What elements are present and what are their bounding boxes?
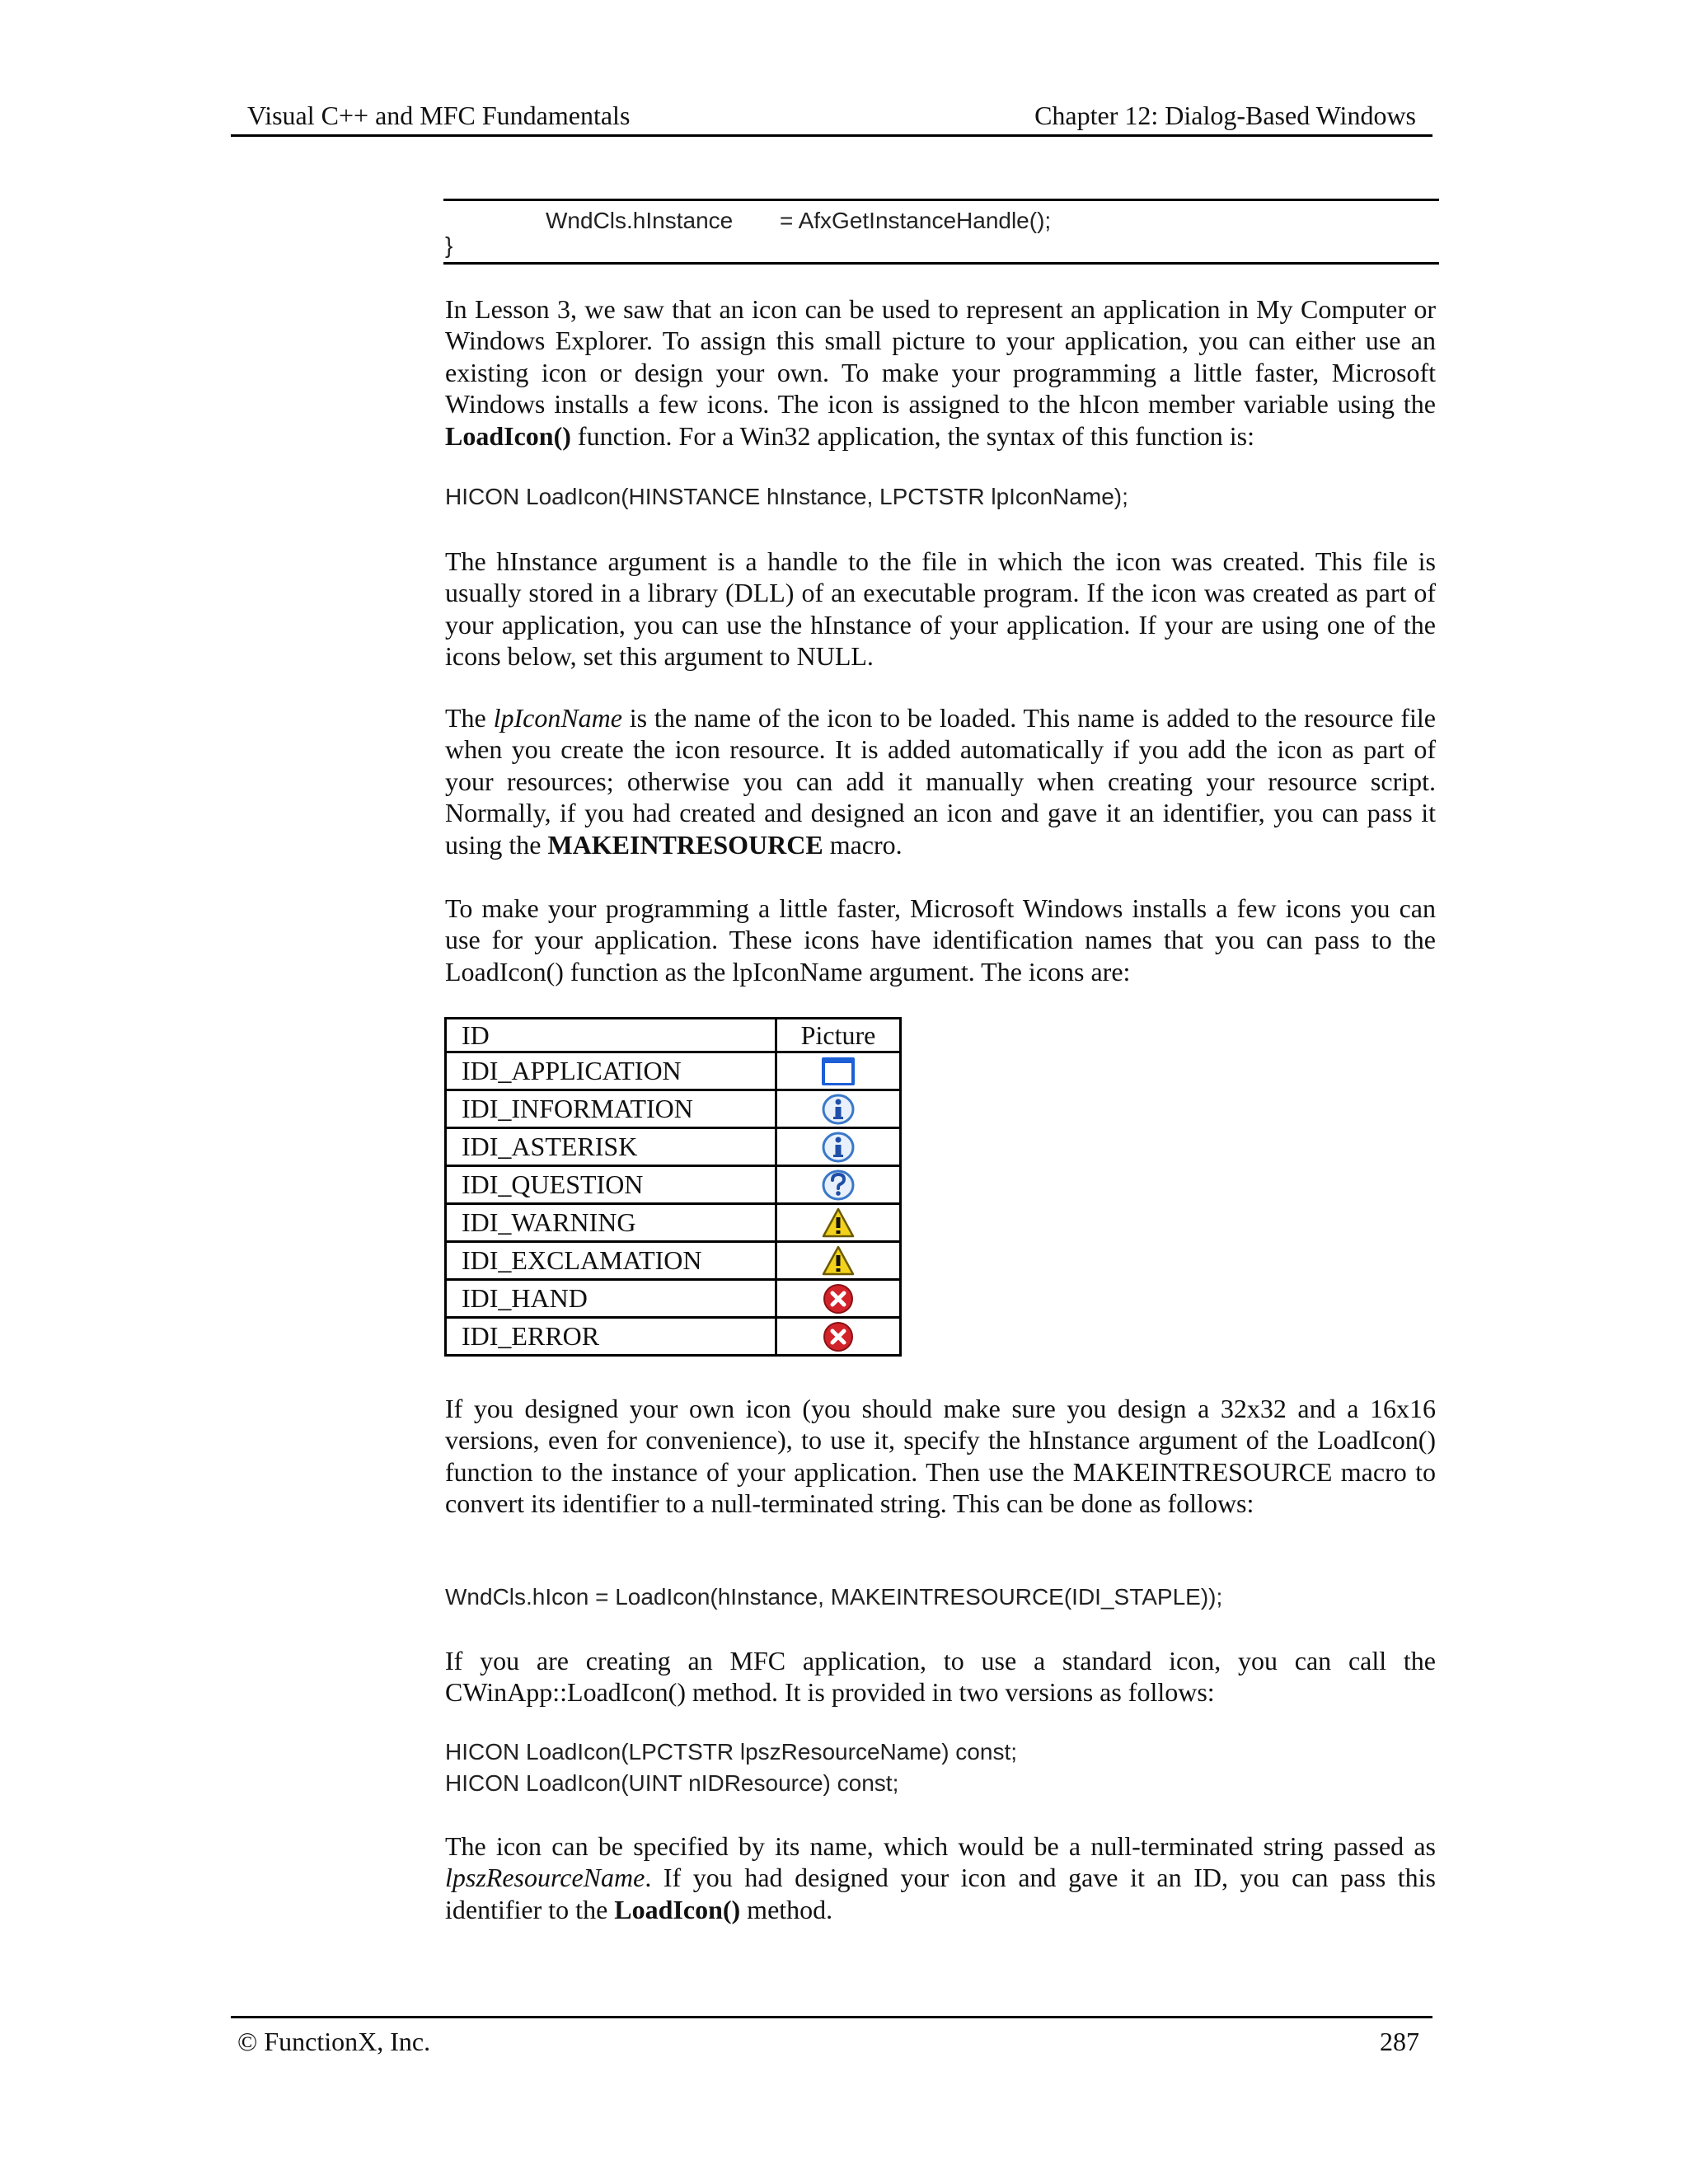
warning-icon (821, 1207, 856, 1240)
running-header (231, 100, 1432, 137)
question-icon (821, 1169, 856, 1202)
code-line-assignment: = AfxGetInstanceHandle(); (780, 208, 1052, 233)
page-footer (231, 2016, 1432, 2056)
code-line-closing-brace: } (445, 232, 453, 258)
paragraph: The icon can be specified by its name, which would be a null-terminated string passed as lpszResourceName. If you had designed your icon and gave it an ID, you can pass this identifier to the LoadIcon() method. (445, 1831, 1436, 1924)
italic-term: lpIconName (493, 703, 622, 733)
table-row (446, 1318, 901, 1356)
code-block-top (443, 199, 1439, 265)
table-header-id: ID (446, 1019, 776, 1052)
paragraph: In Lesson 3, we saw that an icon can be used to represent an application in My Computer or Windows Explorer. To assign this small picture to your application, you can either use an existing icon or design your own. To make your programming a little faster, Microsoft Windows installs a few icons. The icon is assigned to the hIcon member variable using the LoadIcon() function. For a Win32 application, the syntax of this function is: (445, 294, 1436, 451)
information-icon (821, 1093, 856, 1126)
error-icon (821, 1282, 856, 1315)
error-icon (821, 1320, 856, 1353)
icon-id: IDI_WARNING (446, 1204, 776, 1242)
icon-id: IDI_INFORMATION (446, 1090, 776, 1128)
book-title: Visual C++ and MFC Fundamentals (247, 101, 631, 130)
icon-id: IDI_ERROR (446, 1318, 776, 1356)
icon-id: IDI_QUESTION (446, 1166, 776, 1204)
table-row (446, 1280, 901, 1318)
icon-id: IDI_ASTERISK (446, 1128, 776, 1166)
paragraph: The hInstance argument is a handle to the file in which the icon was created. This file is usually stored in a library (DLL) of an executable program. If the icon was created as part of your application, you can use the hInstance of your application. If your are using one of the icons below, set this argument to NULL. (445, 546, 1436, 672)
bold-term: MAKEINTRESOURCE (547, 829, 823, 860)
code-line: HICON LoadIcon(HINSTANCE hInstance, LPCTSTR lpIconName); (445, 484, 1128, 509)
icon-table (444, 1017, 902, 1357)
table-row (446, 1128, 901, 1166)
table-row (446, 1090, 901, 1128)
table-header-row (446, 1019, 901, 1052)
table-row (446, 1242, 901, 1280)
information-icon (821, 1131, 856, 1164)
table-row (446, 1166, 901, 1204)
icon-id: IDI_HAND (446, 1280, 776, 1318)
table-row (446, 1052, 901, 1090)
table-row (446, 1204, 901, 1242)
page-number: 287 (1380, 2027, 1419, 2056)
bold-term: LoadIcon() (614, 1894, 741, 1924)
paragraph: If you designed your own icon (you should make sure you design a 32x32 and a 16x16 versions, even for convenience), to use it, specify the hInstance argument of the LoadIcon() function to the instance of your application. Then use the MAKEINTRESOURCE macro to convert its identifier to a null-terminated string. This can be done as follows: (445, 1394, 1436, 1519)
paragraph: The lpIconName is the name of the icon to be loaded. This name is added to the resource file when you create the icon resource. It is added automatically if you add the icon as part of your resources; otherwise you can add it manually when creating your resource script. Normally, if you had created and designed an icon and gave it an identifier, you can pass it using the MAKEINTRESOURCE macro. (445, 703, 1437, 860)
paragraph: If you are creating an MFC application, to use a standard icon, you can call the CWinApp::LoadIcon() method. It is provided in two versions as follows: (445, 1646, 1436, 1708)
table-header-picture: Picture (776, 1019, 901, 1052)
code-line: HICON LoadIcon(UINT nIDResource) const; (445, 1770, 899, 1796)
paragraph: To make your programming a little faster, Microsoft Windows installs a few icons you can use for your application. These icons have identification names that you can pass to the LoadIcon() function as the lpIconName argument. The icons are: (445, 893, 1436, 987)
icon-id: IDI_EXCLAMATION (446, 1242, 776, 1280)
copyright: © FunctionX, Inc. (237, 2027, 431, 2056)
code-line: WndCls.hIcon = LoadIcon(hInstance, MAKEINTRESOURCE(IDI_STAPLE)); (445, 1584, 1223, 1610)
warning-icon (821, 1244, 856, 1277)
application-window-icon (820, 1056, 856, 1087)
code-line: WndCls.hInstance (546, 208, 734, 233)
bold-term: LoadIcon() (445, 420, 571, 451)
code-line: HICON LoadIcon(LPCTSTR lpszResourceName) const; (445, 1739, 1018, 1765)
chapter-title: Chapter 12: Dialog-Based Windows (1034, 101, 1416, 130)
icon-id: IDI_APPLICATION (446, 1052, 776, 1090)
italic-term: lpszResourceName (445, 1863, 645, 1893)
